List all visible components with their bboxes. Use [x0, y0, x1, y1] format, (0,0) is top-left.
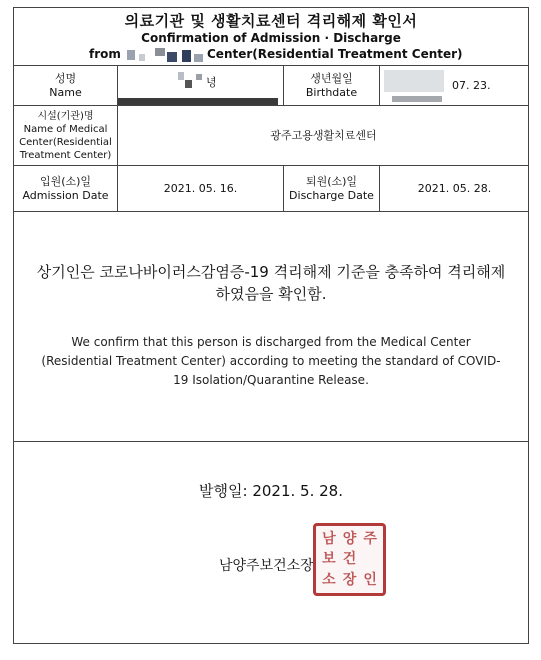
name-value — [118, 66, 283, 105]
name-label-ko: 성명 — [54, 71, 77, 85]
facility-label-ko: 시설(기관)명 — [37, 110, 94, 122]
birthdate-value-visible: 07. 23. — [452, 79, 491, 92]
redaction-block — [384, 70, 444, 92]
facility-label — [14, 106, 117, 165]
confirmation-document — [13, 7, 529, 644]
name-label-en: Name — [49, 85, 82, 99]
redaction-block — [392, 96, 442, 102]
discharge-date-value: 2021. 05. 28. — [417, 181, 492, 195]
admission-date-value: 2021. 05. 16. — [163, 181, 238, 195]
statement-korean-text: 상기인은 코로나바이러스감염증-19 격리해제 기준을 충족하여 격리해제하였음을 확인함. — [36, 263, 506, 303]
birthdate-label — [284, 66, 379, 105]
statement-english: We confirm that this person is discharged from the Medical Center (Residential Treatment Center) according to meeting the standard of COVID-19 Isolation/Quarantine Release. — [41, 335, 501, 387]
issuer-name: 남양주보건소장 — [219, 558, 314, 574]
seal-char: 건 — [342, 551, 357, 568]
name-label — [14, 66, 117, 105]
seal-char: 소 — [322, 572, 336, 589]
seal-char: 주 — [363, 530, 377, 547]
discharge-label-en: Discharge Date — [289, 188, 374, 202]
facility-label-en: Name of Medical Center(Residential Treatment Center) — [19, 123, 112, 161]
document-title-korean: 의료기관 및 생활치료센터 격리해제 확인서 — [124, 12, 418, 30]
redaction-bar — [118, 98, 278, 105]
admission-label-en: Admission Date — [22, 188, 109, 202]
redaction-block — [196, 74, 202, 80]
seal-char: 남 — [322, 530, 336, 547]
birthdate-label-en: Birthdate — [305, 85, 358, 99]
issue-date: 발행일: 2021. 5. 28. — [199, 482, 343, 500]
seal-char: 장 — [342, 572, 357, 589]
seal-char: 보 — [322, 551, 336, 568]
name-value-visible: 녕 — [206, 76, 217, 89]
official-seal-icon — [313, 523, 386, 596]
redaction-block — [185, 80, 192, 88]
admission-label — [14, 166, 117, 211]
document-header — [14, 8, 528, 65]
document-title-english-line1: Confirmation of Admission · Discharge — [141, 31, 401, 45]
seal-characters — [319, 529, 381, 591]
admission-label-ko: 입원(소)일 — [39, 174, 92, 188]
title-center-suffix: Center(Residential Treatment Center) — [207, 47, 463, 61]
seal-char: 인 — [363, 572, 377, 589]
statement-korean — [14, 261, 528, 305]
redaction-block — [178, 72, 184, 80]
birthdate-value — [380, 66, 529, 105]
seal-char: 양 — [342, 530, 357, 547]
table-bottom-border — [14, 211, 528, 212]
statement-bottom-border — [14, 441, 528, 442]
discharge-label-ko: 퇴원(소)일 — [305, 174, 358, 188]
discharge-label — [284, 166, 379, 211]
title-from-word: from — [89, 47, 121, 61]
birthdate-label-ko: 생년월일 — [310, 71, 353, 85]
facility-value: 광주고용생활치료센터 — [270, 128, 377, 142]
seal-char — [360, 549, 381, 570]
redacted-center-name — [127, 48, 207, 62]
